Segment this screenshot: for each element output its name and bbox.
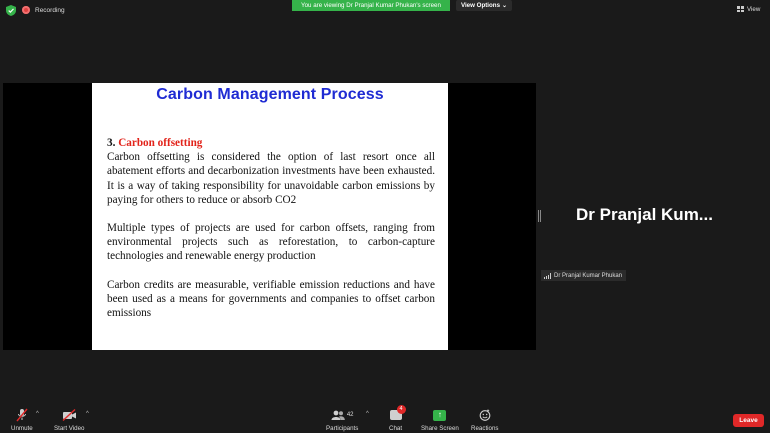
- chat-button[interactable]: [389, 408, 402, 432]
- section-title: Carbon offsetting: [118, 137, 203, 149]
- meeting-toolbar: [0, 403, 770, 433]
- audio-signal-icon: [544, 273, 551, 279]
- participants-button[interactable]: [326, 408, 358, 432]
- recording-label: Recording: [35, 6, 65, 14]
- slide-body: [107, 136, 435, 334]
- start-video-label: Start Video: [54, 425, 85, 432]
- participants-icon-group: [331, 408, 354, 422]
- slide-paragraph: Carbon credits are measurable, verifiable emission reductions and have been used as a means for governments and companies to offset carbon emissions: [107, 278, 435, 320]
- participants-label: Participants: [326, 425, 359, 432]
- speaker-name-label: Dr Pranjal Kumar Phukan: [554, 272, 623, 279]
- start-video-button[interactable]: [54, 408, 85, 432]
- participants-options-chevron-icon[interactable]: ^: [366, 411, 369, 417]
- reactions-icon: [479, 408, 491, 422]
- speaker-name-tag: [541, 270, 626, 281]
- shared-screen: [3, 83, 536, 350]
- chat-unread-badge: 4: [397, 405, 406, 414]
- record-icon: [22, 6, 30, 14]
- leave-button[interactable]: Leave: [733, 414, 764, 427]
- chevron-down-icon: ⌄: [502, 3, 508, 9]
- chat-icon: [390, 406, 403, 420]
- slide-paragraph: Multiple types of projects are used for carbon offsets, ranging from environmental projects such as reforestation, to carbon-capture technologies and renewable energy production: [107, 222, 435, 263]
- slide-paragraph: Carbon offsetting is considered the option of last resort once all abatement efforts and decarbonization investments have been exhausted. It is a way of taking responsibility for unavoidable carbon emissions by paying for others to reduce or absorb CO2: [107, 151, 435, 206]
- video-options-chevron-icon[interactable]: ^: [86, 411, 89, 417]
- section-number: 3.: [107, 137, 116, 149]
- reactions-button[interactable]: [471, 408, 499, 432]
- video-off-icon: [62, 408, 77, 422]
- viewing-banner: You are viewing Dr Pranjal Kumar Phukan's screen: [292, 0, 450, 11]
- view-options-button[interactable]: [456, 0, 512, 11]
- chat-icon-wrap: [390, 408, 402, 422]
- view-button[interactable]: [737, 3, 767, 15]
- participants-icon: [331, 410, 345, 420]
- share-screen-icon: ↑: [433, 410, 446, 421]
- recording-indicator[interactable]: [22, 4, 65, 16]
- view-label: View: [747, 5, 761, 13]
- top-bar: [0, 0, 770, 20]
- resize-handle[interactable]: [538, 210, 541, 222]
- slide-title: Carbon Management Process: [156, 86, 384, 103]
- chat-label: Chat: [389, 425, 403, 432]
- share-icon-wrap: [433, 408, 446, 422]
- share-screen-button[interactable]: [421, 408, 459, 432]
- security-shield-icon[interactable]: [6, 5, 16, 16]
- grid-view-icon: [737, 6, 744, 12]
- participants-count: 42: [346, 412, 354, 418]
- speaker-display-name: Dr Pranjal Kum...: [576, 205, 713, 224]
- presentation-slide: [92, 83, 448, 350]
- section-heading: [107, 136, 435, 150]
- unmute-button[interactable]: [11, 408, 33, 432]
- share-screen-label: Share Screen: [421, 425, 459, 432]
- reactions-label: Reactions: [471, 425, 499, 432]
- unmute-label: Unmute: [11, 425, 33, 432]
- audio-options-chevron-icon[interactable]: ^: [36, 411, 39, 417]
- muted-microphone-icon: [16, 408, 28, 422]
- view-options-label: View Options: [460, 2, 501, 9]
